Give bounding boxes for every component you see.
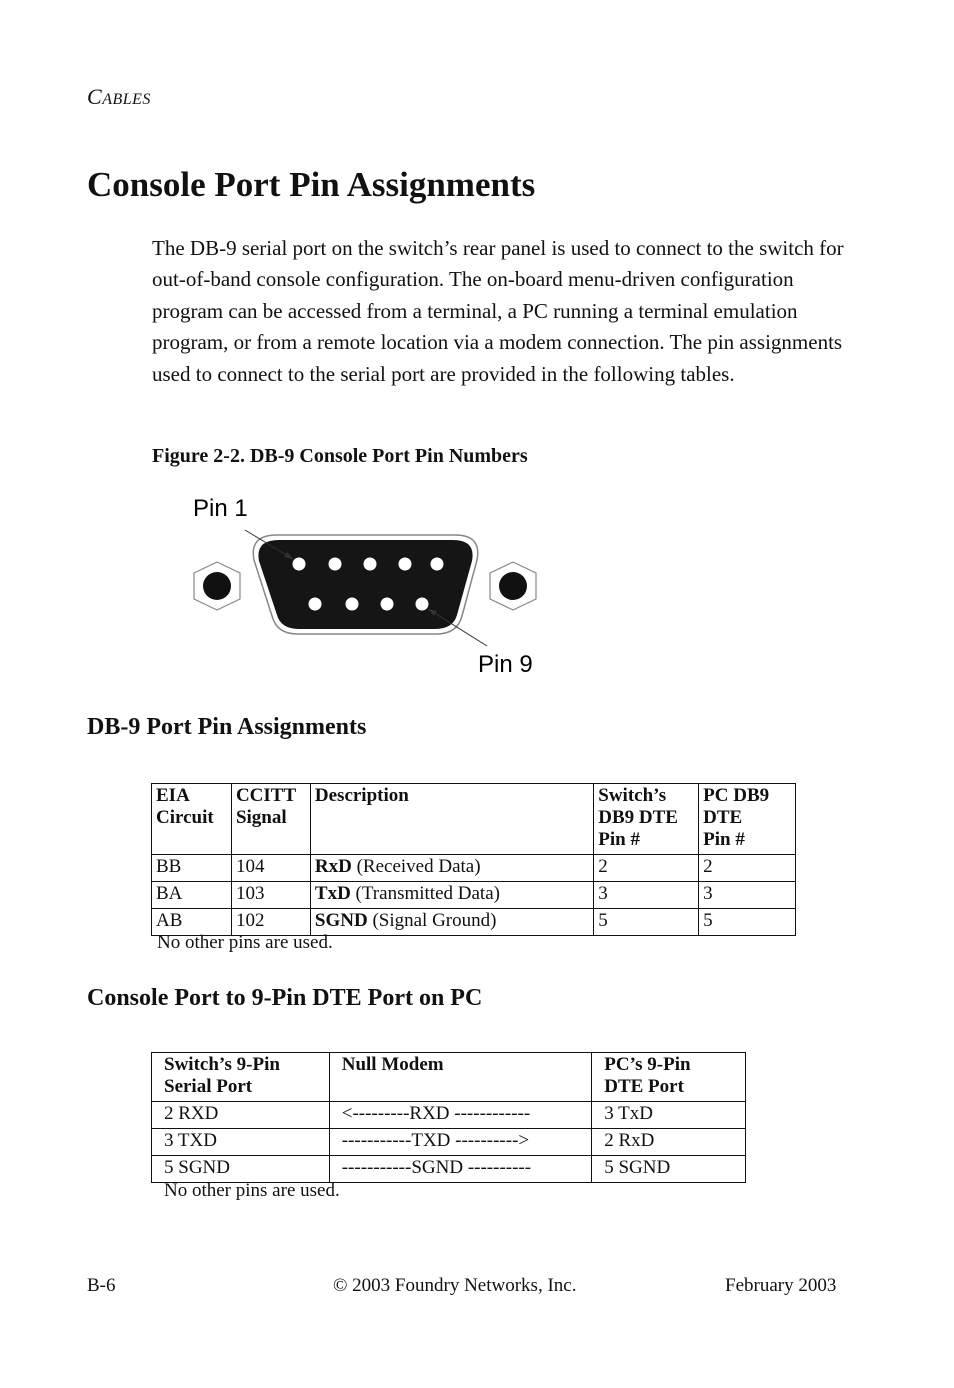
ccitt-cell: 104 — [231, 855, 310, 882]
right-screw-hole — [499, 572, 527, 600]
null-modem-table — [151, 1052, 746, 1183]
pc-port-cell: 3 TxD — [592, 1102, 746, 1129]
page-number: B-6 — [87, 1275, 116, 1296]
pc-pin-cell: 5 — [699, 909, 796, 936]
switch-port-cell: 3 TXD — [152, 1129, 330, 1156]
switch-port-cell: 2 RXD — [152, 1102, 330, 1129]
pin-2 — [329, 558, 342, 571]
pin-7 — [346, 598, 359, 611]
pin-1-label: Pin 1 — [193, 495, 248, 522]
switch-pin-cell: 2 — [594, 855, 699, 882]
header-eia-circuit: EIA Circuit — [152, 784, 232, 855]
running-head-rest: ABLES — [102, 91, 151, 108]
pin-1 — [293, 558, 306, 571]
header-pc-pin: PC DB9 DTE Pin # — [699, 784, 796, 855]
pin-6 — [309, 598, 322, 611]
eia-cell: BB — [152, 855, 232, 882]
db9-connector-diagram — [185, 488, 555, 688]
table-row — [152, 855, 796, 882]
ccitt-cell: 103 — [231, 882, 310, 909]
connector-shell — [258, 540, 472, 629]
ccitt-cell: 102 — [231, 909, 310, 936]
running-head — [87, 84, 151, 110]
header-description: Description — [310, 784, 593, 855]
null-modem-table-note: No other pins are used. — [164, 1180, 340, 1201]
table-header-row — [152, 784, 796, 855]
table-row — [152, 1156, 746, 1183]
pc-port-cell: 2 RxD — [592, 1129, 746, 1156]
section-title-db9: DB-9 Port Pin Assignments — [87, 714, 367, 740]
table-row — [152, 1102, 746, 1129]
header-switch-port: Switch’s 9-Pin Serial Port — [152, 1053, 330, 1102]
header-pc-port: PC’s 9-Pin DTE Port — [592, 1053, 746, 1102]
copyright: © 2003 Foundry Networks, Inc. — [333, 1275, 577, 1296]
pin-9-label: Pin 9 — [478, 651, 533, 678]
running-head-initial: C — [87, 84, 103, 109]
description-cell: RxD (Received Data) — [310, 855, 593, 882]
pc-pin-cell: 2 — [699, 855, 796, 882]
publication-date: February 2003 — [725, 1275, 837, 1296]
pc-port-cell: 5 SGND — [592, 1156, 746, 1183]
table-row — [152, 882, 796, 909]
null-modem-cell: -----------TXD ----------> — [329, 1129, 591, 1156]
figure-caption: Figure 2-2. DB-9 Console Port Pin Numbers — [152, 445, 528, 467]
pin-9 — [416, 598, 429, 611]
pc-pin-cell: 3 — [699, 882, 796, 909]
db9-connector-figure — [185, 488, 555, 688]
header-null-modem: Null Modem — [329, 1053, 591, 1102]
db9-pin-table — [151, 783, 796, 936]
switch-port-cell: 5 SGND — [152, 1156, 330, 1183]
pin-8 — [381, 598, 394, 611]
null-modem-cell: -----------SGND ---------- — [329, 1156, 591, 1183]
db9-table-note: No other pins are used. — [157, 932, 333, 953]
switch-pin-cell: 5 — [594, 909, 699, 936]
description-cell: SGND (Signal Ground) — [310, 909, 593, 936]
switch-pin-cell: 3 — [594, 882, 699, 909]
pin-4 — [399, 558, 412, 571]
table-header-row — [152, 1053, 746, 1102]
null-modem-cell: <---------RXD ------------ — [329, 1102, 591, 1129]
intro-paragraph: The DB-9 serial port on the switch’s rear panel is used to connect to the switch for out-of-band console configuration. The on-board menu-driven configuration program can be accessed from a terminal, a PC running a terminal emulation program, or from a remote location via a modem connection. The pin assignments used to connect to the serial port are provided in the following tables. — [152, 236, 844, 386]
eia-cell: AB — [152, 909, 232, 936]
header-ccitt-signal: CCITT Signal — [231, 784, 310, 855]
pin-5 — [431, 558, 444, 571]
page-title: Console Port Pin Assignments — [87, 165, 536, 204]
section-title-console-to-pc: Console Port to 9-Pin DTE Port on PC — [87, 985, 483, 1011]
pin-3 — [364, 558, 377, 571]
description-cell: TxD (Transmitted Data) — [310, 882, 593, 909]
left-screw-hole — [203, 572, 231, 600]
header-switch-pin: Switch’s DB9 DTE Pin # — [594, 784, 699, 855]
eia-cell: BA — [152, 882, 232, 909]
table-row — [152, 1129, 746, 1156]
